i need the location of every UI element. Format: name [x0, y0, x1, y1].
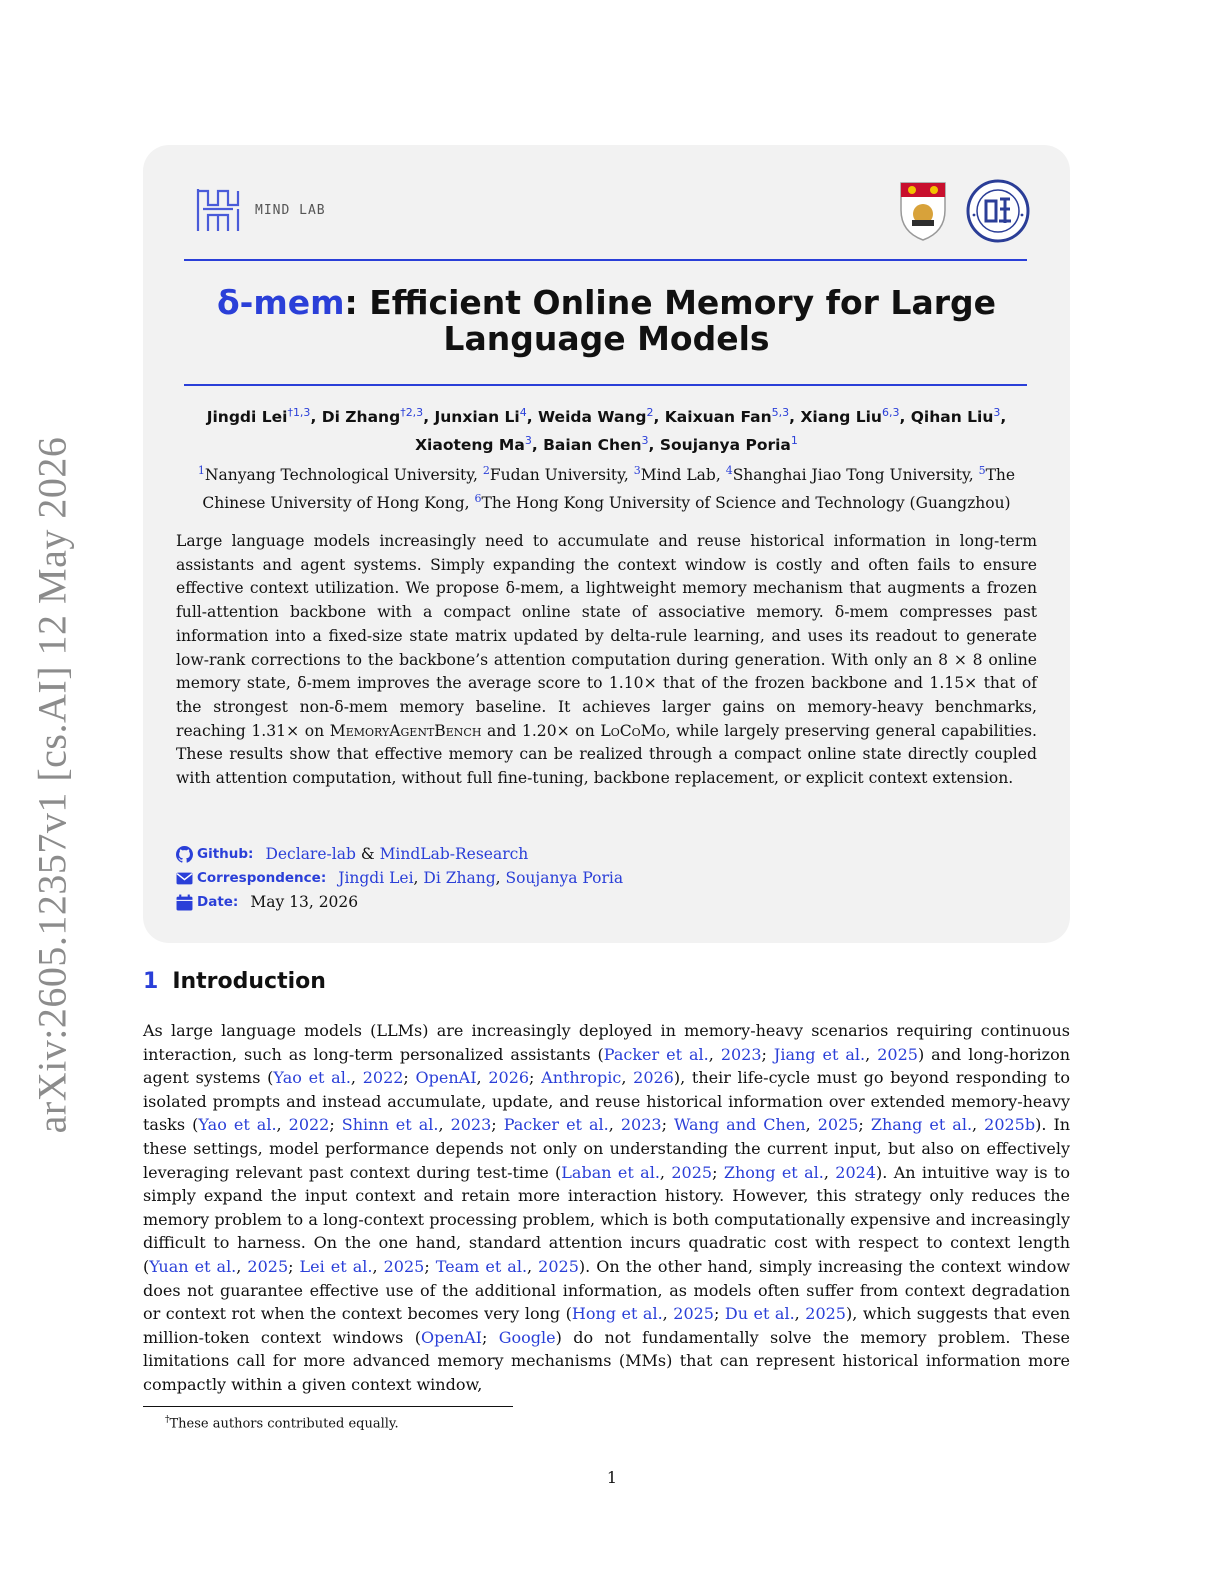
github-link-declare-lab[interactable]: Declare-lab [265, 845, 356, 863]
author-name: Di Zhang [321, 408, 401, 427]
citation-link[interactable]: OpenAI [420, 1327, 482, 1347]
citation-link[interactable]: Google [498, 1327, 556, 1347]
author [800, 408, 899, 426]
citation-link[interactable]: 2025 [673, 1304, 714, 1324]
affiliation-number: 5 [978, 464, 986, 477]
title-accent: δ-mem [216, 283, 345, 322]
date-row [176, 890, 623, 914]
author [660, 436, 798, 454]
github-icon [176, 846, 193, 863]
author [543, 436, 648, 454]
citation-link[interactable]: Wang and Chen [674, 1115, 806, 1135]
envelope-icon [176, 870, 193, 887]
author-affiliation-mark: †1,3 [287, 406, 311, 419]
benchmark-name: LoCoMo [600, 721, 666, 740]
benchmark-name: MemoryAgentBench [329, 721, 482, 740]
author-affiliation-mark: 2 [646, 406, 654, 419]
github-separator: & [360, 845, 375, 863]
author [911, 408, 1001, 426]
citation-link[interactable]: Zhong et al. [723, 1162, 824, 1182]
author-affiliation-mark: 4 [519, 406, 527, 419]
citation-link[interactable]: Zhang et al. [870, 1115, 973, 1135]
citation-link[interactable]: Jiang et al. [773, 1044, 866, 1064]
abstract-text-3: , while largely preserving general capabilities. These results show that effective memory can be realized through a compact online state directly coupled with attention computation, without full fine-tuning, backbone replacement, or explicit context extension. [176, 721, 1037, 788]
citation-link[interactable]: 2025 [383, 1256, 425, 1276]
section-heading [143, 966, 326, 998]
author-name: Junxian Li [434, 408, 520, 427]
date-label: Date: [197, 894, 239, 910]
github-row [176, 842, 623, 866]
affiliation-number: 2 [482, 464, 490, 477]
footnote-text: These authors contributed equally. [169, 1416, 399, 1432]
author-name: Xiang Liu [800, 408, 882, 427]
author-affiliation-mark: 5,3 [771, 406, 790, 419]
author [322, 408, 423, 426]
citation-link[interactable]: Yuan et al. [149, 1256, 237, 1276]
citation-link[interactable]: Packer et al. [603, 1044, 709, 1064]
citation-link[interactable]: 2025 [538, 1256, 579, 1276]
author-name: Qihan Liu [910, 408, 994, 427]
affiliation-name: Nanyang Technological University [204, 466, 473, 485]
title-rest: : Efficient Online Memory for Large Language Models [344, 283, 997, 358]
citation-link[interactable]: 2025 [817, 1115, 859, 1135]
footnote-mark: † [165, 1415, 170, 1425]
author [207, 408, 311, 426]
correspondence-link-di-zhang[interactable]: Di Zhang [423, 869, 496, 887]
author-name: Kaixuan Fan [664, 408, 772, 427]
citation-link[interactable]: Lei et al. [299, 1256, 373, 1276]
affiliation-name: Shanghai Jiao Tong University [732, 466, 969, 485]
citation-link[interactable]: Shinn et al. [341, 1115, 439, 1135]
author-affiliation-mark: 6,3 [881, 406, 900, 419]
paper-title [203, 285, 1010, 357]
citation-link[interactable]: Team et al. [435, 1256, 528, 1276]
affiliation-name: Mind Lab [640, 466, 716, 485]
citation-link[interactable]: Du et al. [724, 1304, 795, 1324]
correspondence-row: Correspondence: Jingdi Lei , Di Zhang , Soujanya Poria [176, 866, 623, 890]
header-rule-top [184, 259, 1027, 261]
affiliation-name: The Chinese University of Hong Kong [202, 466, 1016, 513]
date-value: May 13, 2026 [250, 893, 359, 911]
affiliation-number: 3 [633, 464, 641, 477]
abstract-text-1: Large language models increasingly need to accumulate and reuse historical information in long-term assistants and agent systems. Simply expanding the context window is costly and often fails to ensure effective context utilization. We propose δ-mem, a lightweight memory mechanism that augments a frozen full-attention backbone with a compact online state of associative memory. δ-mem compresses past information into a fixed-size state matrix updated by delta-rule learning, and uses its readout to generate low-rank corrections to the backbone’s attention computation during generation. With only an 8 × 8 online memory state, δ-mem improves the average score to 1.10× that of the frozen backbone and 1.15× that of the strongest non-δ-mem memory baseline. It achieves larger gains on memory-heavy benchmarks, reaching 1.31× on [176, 532, 1037, 740]
citation-link[interactable]: 2022 [288, 1115, 330, 1135]
university-crests [898, 179, 1030, 243]
abstract [176, 530, 1037, 791]
affiliation-list: $^1$Nanyang Technological University, $^2$Fudan University, $^3$Mind Lab, $^4$Shanghai Jiao Tong University, $^5$The Chinese University of Hong Kong, $^6$The Hong Kong University of Science and Technology (Guangzhou) [197, 464, 1016, 513]
author [665, 408, 789, 426]
footnote [165, 1410, 399, 1434]
author-name: Weida Wang [538, 408, 647, 427]
citation-link[interactable]: 2023 [620, 1115, 662, 1135]
citation-link[interactable]: Laban et al. [561, 1162, 660, 1182]
citation-link[interactable]: Hong et al. [571, 1304, 663, 1324]
github-label: Github: [197, 846, 254, 862]
author-name: Baian Chen [543, 436, 642, 455]
arxiv-identifier: arXiv:2605.12357v1 [cs.AI] 12 May 2026 [29, 436, 75, 1134]
author [415, 436, 532, 454]
affiliation-number: 1 [197, 464, 205, 477]
mindlab-logo-text: MIND LAB [255, 202, 326, 218]
calendar-icon [176, 894, 193, 911]
author-name: Soujanya Poria [659, 436, 791, 455]
author [538, 408, 653, 426]
header-rule-bottom [184, 384, 1027, 386]
citation-link[interactable]: 2022 [362, 1068, 404, 1088]
citation-link[interactable]: 2025 [247, 1256, 289, 1276]
citation-link[interactable]: 2023 [720, 1044, 762, 1064]
citation-link[interactable]: 2024 [835, 1162, 877, 1182]
citation-link[interactable]: 2025 [671, 1162, 713, 1182]
affiliation-name: Fudan University [489, 466, 624, 485]
header-card [143, 145, 1070, 943]
author [434, 408, 526, 426]
ntu-crest-icon [898, 180, 948, 242]
citation-link[interactable]: 2026 [633, 1068, 674, 1088]
mindlab-logo-icon [195, 185, 241, 235]
github-link-mindlab-research[interactable]: MindLab-Research [379, 845, 529, 863]
author-affiliation-mark: †2,3 [400, 406, 424, 419]
correspondence-label: Correspondence: [197, 870, 327, 886]
footnote-rule [143, 1406, 513, 1407]
introduction-paragraph: As large language models (LLMs) are increasingly deployed in memory-heavy scenarios requiring continuous interaction, such as long-term personalized assistants (Packer et al., 2023; Jiang et al., 2025) and long-horizon agent systems (Yao et al., 2022; OpenAI, 2026; Anthropic, 2026), their life-cycle must go beyond responding to isolated prompts and instead accumulate, update, and reuse historical information over extended memory-heavy tasks (Yao et al., 2022; Shinn et al., 2023; Packer et al., 2023; Wang and Chen, 2025; Zhang et al., 2025b). In these settings, model performance depends not only on understanding the current input, but also on effectively leveraging relevant past context during test-time (Laban et al., 2025; Zhong et al., 2024). An intuitive way is to simply expand the input context and retain more interaction history. However, this strategy only reduces the memory problem to a long-context processing problem, which is both computationally expensive and increasingly difficult to harness. On the one hand, standard attention incurs quadratic cost with respect to context length (Yuan et al., 2025; Lei et al., 2025; Team et al., 2025). On the other hand, simply increasing the context window does not guarantee effective use of the additional information, as models often suffer from context degradation or context rot when the context becomes very long (Hong et al., 2025; Du et al., 2025), which suggests that even million-token context windows (OpenAI; Google) do not fundamentally solve the memory problem. These limitations call for more advanced memory mechanisms (MMs) that can represent historical information more compactly within a given context window, [143, 1021, 1071, 1394]
section-number: 1 [143, 969, 159, 994]
page-number: 1 [606, 1468, 618, 1487]
author-affiliation-mark: 1 [790, 434, 798, 448]
citation-link[interactable]: 2026 [488, 1068, 530, 1088]
citation-link[interactable]: Yao et al. [198, 1115, 277, 1135]
section-title: Introduction [172, 969, 326, 994]
correspondence-link-jingdi-lei[interactable]: Jingdi Lei [338, 869, 414, 887]
correspondence-link-soujanya-poria[interactable]: Soujanya Poria [505, 869, 624, 887]
citation-link[interactable]: OpenAI [415, 1068, 477, 1088]
affiliation-name: The Hong Kong University of Science and Technology (Guangzhou) [481, 494, 1011, 513]
mindlab-logo [195, 185, 326, 235]
author-affiliation-mark: 3 [641, 434, 649, 448]
affiliation-number: 4 [725, 464, 733, 477]
citation-link[interactable]: 2025 [805, 1304, 846, 1324]
affiliation-number: 6 [474, 492, 482, 506]
abstract-text-2: and 1.20× on [481, 721, 601, 740]
author-affiliation-mark: 3 [524, 434, 532, 448]
author-name: Xiaoteng Ma [415, 436, 525, 455]
citation-link[interactable]: 2025 [877, 1044, 918, 1064]
citation-link[interactable]: Anthropic [541, 1068, 622, 1088]
author-list: Jingdi Lei$^{\dagger 1,3}$, Di Zhang$^{\dagger 2,3}$, Junxian Li$^4$, Weida Wang$^2$, Kaixuan Fan$^{5,3}$, Xiang Liu$^{6,3}$, Qihan Liu$^3$, Xiaoteng Ma$^3$, Baian Chen$^3$, Soujanya Poria$^1$ [206, 406, 1007, 455]
citation-link[interactable]: 2025b [984, 1115, 1036, 1135]
citation-link[interactable]: Yao et al. [273, 1068, 351, 1088]
paper-meta [176, 842, 623, 914]
citation-link[interactable]: 2023 [450, 1115, 492, 1135]
author-affiliation-mark: 3 [993, 406, 1001, 419]
citation-link[interactable]: Packer et al. [503, 1115, 609, 1135]
fudan-seal-icon [966, 179, 1030, 243]
author-name: Jingdi Lei [206, 408, 288, 427]
